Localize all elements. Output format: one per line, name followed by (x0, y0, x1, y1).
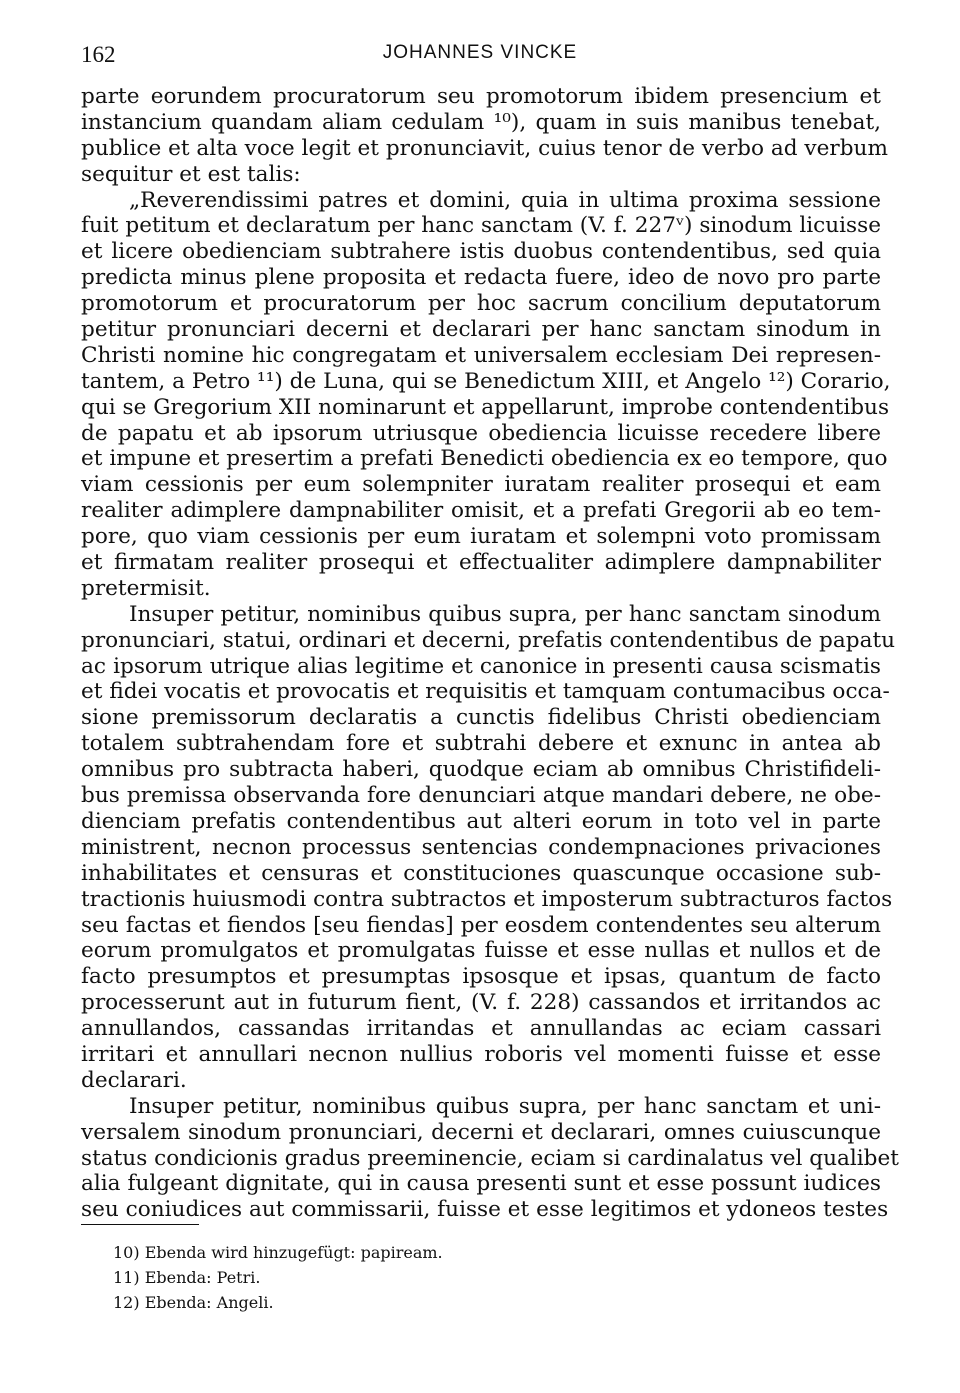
text-line: viam cessionis per eum solempniter iuratam realiter prosequi et eam (81, 472, 881, 498)
text-line: Insuper petitur, nominibus quibus supra, per hanc sanctam sinodum (129, 601, 881, 627)
text-line: publice et alta voce legit et pronunciavit, cuius tenor de verbo ad verbum (81, 135, 888, 161)
text-line: ac ipsorum utrique alias legitime et canonice in presenti causa scismatis (81, 653, 881, 679)
text-line: et fidei vocatis et provocatis et requisitis et tamquam contumacibus occa- (81, 679, 890, 705)
text-line: predicta minus plene proposita et redacta fuere, ideo de novo pro parte (81, 265, 881, 291)
text-line: pretermisit. (81, 575, 211, 601)
body-text (81, 84, 899, 1223)
text-line: ministrent, necnon processus sentencias condempnaciones privaciones (81, 834, 881, 860)
footnote-divider (81, 1224, 199, 1225)
footnote-10: 10) Ebenda wird hinzugefügt: papiream. (113, 1243, 443, 1262)
running-head: JOHANNES VINCKE (382, 42, 578, 63)
text-line: instancium quandam aliam cedulam ¹⁰), quam in suis manibus tenebat, (81, 109, 881, 135)
text-line: seu factas et fiendos [seu fiendas] per eosdem contendentes seu alterum (81, 912, 881, 938)
text-line: status condicionis gradus preeminencie, eciam si cardinalatus vel qualibet (81, 1145, 899, 1171)
text-line: qui se Gregorium XII nominarunt et appellarunt, improbe contendentibus (81, 394, 890, 420)
text-line: tractionis huiusmodi contra subtractos et imposterum subtracturos factos (81, 886, 893, 912)
page-number: 162 (81, 42, 116, 67)
text-line: de papatu et ab ipsorum utriusque obediencia licuisse recedere libere (81, 420, 881, 446)
text-line: annullandos, cassandas irritandas et annullandas ac eciam cassari (81, 1016, 881, 1042)
text-line: omnibus pro subtracta haberi, quodque eciam ab omnibus Christifideli- (81, 757, 881, 783)
text-line: dienciam prefatis contendentibus aut alteri eorum in toto vel in parte (81, 808, 881, 834)
text-line: seu coniudices aut commissarii, fuisse et esse legitimos et ydoneos testes (81, 1197, 889, 1223)
text-line: petitur pronunciari decerni et declarari per hanc sanctam sinodum in (81, 317, 881, 343)
text-line: et licere obedienciam subtrahere istis duobus contendentibus, sed quia (81, 239, 881, 265)
text-line: sione premissorum declaratis a cunctis fidelibus Christi obedienciam (81, 705, 881, 731)
text-line: facto presumptos et presumptas ipsosque et ipsas, quantum de facto (81, 964, 881, 990)
text-line: irritari et annullari necnon nullius roboris vel momenti fuisse et esse (81, 1041, 881, 1067)
text-line: processerunt aut in futurum fient, (V. f. 228) cassandos et irritandos ac (81, 990, 881, 1016)
text-line: inhabilitates et censuras et constituciones quascunque occasione sub- (81, 860, 881, 886)
text-line: realiter adimplere dampnabiliter omisit, et a prefati Gregorii ab eo tem- (81, 498, 881, 524)
text-line: bus premissa observanda fore denunciari atque mandari debere, ne obe- (81, 783, 881, 809)
footnotes (113, 1240, 813, 1315)
text-line: fuit petitum et declaratum per hanc sanctam (V. f. 227ᵛ) sinodum licuisse (81, 213, 881, 239)
text-line: et firmatam realiter prosequi et effectualiter adimplere dampnabiliter (81, 550, 881, 576)
text-line: declarari. (81, 1067, 187, 1093)
text-line: Insuper petitur, nominibus quibus supra, per hanc sanctam et uni- (129, 1093, 881, 1119)
text-line: promotorum et procuratorum per hoc sacrum concilium deputatorum (81, 291, 881, 317)
text-line: versalem sinodum pronunciari, decerni et declarari, omnes cuiuscunque (81, 1119, 881, 1145)
footnote-11: 11) Ebenda: Petri. (113, 1268, 261, 1287)
text-line: „Reverendissimi patres et domini, quia in ultima proxima sessione (129, 187, 881, 213)
text-line: Christi nomine hic congregatam et universalem ecclesiam Dei represen- (81, 342, 881, 368)
text-line: alia fulgeant dignitate, qui in causa presenti sunt et esse possunt iudices (81, 1171, 881, 1197)
text-line: pronunciari, statui, ordinari et decerni, prefatis contendentibus de papatu (81, 627, 896, 653)
text-line: tantem, a Petro ¹¹) de Luna, qui se Benedictum XIII, et Angelo ¹²) Corario, (81, 368, 891, 394)
text-line: totalem subtrahendam fore et subtrahi debere et exnunc in antea ab (81, 731, 881, 757)
text-line: parte eorundem procuratorum seu promotorum ibidem presencium et (81, 84, 881, 109)
text-line: eorum promulgatos et promulgatas fuisse et esse nullas et nullos et de (81, 938, 881, 964)
footnote-12: 12) Ebenda: Angeli. (113, 1293, 274, 1312)
text-line: sequitur et est talis: (81, 161, 301, 187)
text-line: et impune et presertim a prefati Benedicti obediencia ex eo tempore, quo (81, 446, 888, 472)
text-line: pore, quo viam cessionis per eum iuratam et solempni voto promissam (81, 524, 881, 550)
